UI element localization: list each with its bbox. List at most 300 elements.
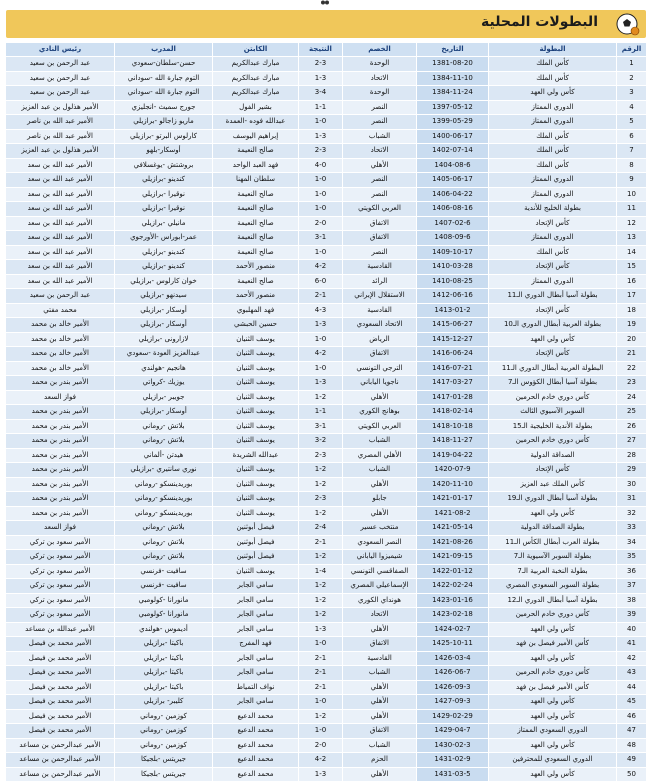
cell-score: 2-1 [299,651,343,666]
cell-championship: الدوري السعودي للمحترفين [489,753,617,768]
table-row [6,695,647,710]
cell-club-president: عبد الرحمن بن سعيد [6,86,115,101]
cell-number: 10 [617,187,647,202]
cell-opponent: الشباب [343,463,417,478]
cell-captain: محمد الدعيع [213,753,299,768]
table-row [6,724,647,739]
cell-coach: أوسكار-بلهو [115,144,213,159]
table-row [6,318,647,333]
cell-date: 1429-04-7 [417,724,489,739]
cell-number: 36 [617,564,647,579]
cell-score: 1-0 [299,187,343,202]
table-row [6,492,647,507]
cell-opponent: بوهانج الكوري [343,405,417,420]
cell-date: 1426-03-4 [417,651,489,666]
cell-coach: جيريتس -بلجيكا [115,767,213,782]
cell-opponent: الاستقلال الإيراني [343,289,417,304]
cell-championship: كأس ولي العهد [489,506,617,521]
table-row [6,71,647,86]
cell-championship: الصداقة الدولية [489,448,617,463]
cell-coach: سيدنهو -برازيلي [115,289,213,304]
table-row [6,347,647,362]
cell-coach: سافيت -فرنسي [115,564,213,579]
cell-captain: يوسف الثنيان [213,361,299,376]
cell-captain: منصور الأحمد [213,260,299,275]
cell-score: 2-3 [299,144,343,159]
cell-coach: بلاتش -روماني [115,550,213,565]
cell-opponent: الأهلي [343,767,417,782]
cell-coach: كندينو -برازيلي [115,173,213,188]
cell-captain: فيصل أبوثنين [213,535,299,550]
cell-date: 1423-02-18 [417,608,489,623]
cell-coach: بلاتش -روماني [115,535,213,550]
cell-date: 1412-06-16 [417,289,489,304]
cell-opponent: منتخب عسير [343,521,417,536]
cell-opponent: الشباب [343,666,417,681]
cell-opponent: الاتحاد السعودي [343,318,417,333]
cell-score: 1-2 [299,506,343,521]
cell-coach: جورج سميث -انجليزي [115,100,213,115]
cell-championship: كأس دوري خادم الحرمين [489,608,617,623]
cell-number: 28 [617,448,647,463]
cell-number: 35 [617,550,647,565]
cell-date: 1416-07-21 [417,361,489,376]
cell-score: 1-2 [299,608,343,623]
cell-club-president: الأمير عبد الله بن سعد [6,260,115,275]
cell-coach: حسن-سلطان-سعودي [115,57,213,72]
cell-coach: بلاتش -روماني [115,521,213,536]
cell-championship: بطولة آسيا أبطال الكؤوس الـ7 [489,376,617,391]
cell-date: 1404-08-6 [417,158,489,173]
table-row [6,216,647,231]
cell-club-president: الأمير عبدالرحمن بن مساعد [6,738,115,753]
cell-championship: كأس الإتحاد [489,347,617,362]
cell-score: 3-4 [299,86,343,101]
cell-number: 45 [617,695,647,710]
title-banner [6,10,646,38]
cell-coach: مانورانا -كولومبي [115,608,213,623]
cell-date: 1421-01-17 [417,492,489,507]
cell-championship: كأس الأمير فيصل بن فهد [489,680,617,695]
table-row [6,506,647,521]
cell-captain: محمد الدعيع [213,738,299,753]
cell-club-president: الأمير عبد الله بن سعد [6,202,115,217]
cell-coach: خوان كارلوس -برازيلي [115,274,213,289]
table-row [6,86,647,101]
cell-captain: عبدالله الشريدة [213,448,299,463]
cell-date: 1399-05-29 [417,115,489,130]
cell-opponent: العربي الكويتي [343,419,417,434]
cell-club-president: الأمير بندر بن محمد [6,506,115,521]
cell-captain: صالح النعيمة [213,245,299,260]
cell-number: 8 [617,158,647,173]
cell-club-president: الأمير محمد بن فيصل [6,651,115,666]
cell-coach: جيريتس -بلجيكا [115,753,213,768]
header-coach: المدرب [115,43,213,57]
table-row [6,579,647,594]
cell-score: 1-0 [299,173,343,188]
cell-coach: عبدالعزيز العودة -سعودي [115,347,213,362]
table-row [6,535,647,550]
cell-coach: لازارونى -برازيلي [115,332,213,347]
cell-championship: بطولة آسيا أبطال الدوري الـ19 [489,492,617,507]
cell-opponent: الأهلي [343,709,417,724]
table-row [6,187,647,202]
cell-opponent: الأهلي [343,158,417,173]
cell-date: 1424-02-7 [417,622,489,637]
cell-number: 41 [617,637,647,652]
cell-number: 27 [617,434,647,449]
cell-club-president: الأمير عبدالرحمن بن مساعد [6,753,115,768]
table-header-row [6,43,647,57]
cell-number: 40 [617,622,647,637]
cell-number: 39 [617,608,647,623]
cell-captain: بشير الفول [213,100,299,115]
page-title: البطولات المحلية [480,14,598,30]
cell-captain: محمد الدعيع [213,767,299,782]
cell-number: 50 [617,767,647,782]
cell-date: 1421-08-2 [417,506,489,521]
cell-score: 1-2 [299,593,343,608]
cell-coach: كارلوس البرتو -برازيلي [115,129,213,144]
cell-opponent: الاتفاق [343,231,417,246]
cell-date: 1425-10-11 [417,637,489,652]
header-score: النتيجة [299,43,343,57]
table-row [6,753,647,768]
cell-club-president: الأمير محمد بن فيصل [6,695,115,710]
cell-coach: بوريدينسكو -روماني [115,506,213,521]
table-row [6,144,647,159]
cell-coach: باكيتا -برازيلي [115,651,213,666]
cell-championship: بطولة السوبر السعودي المصري [489,579,617,594]
cell-club-president: الأمير عبد الله بن سعد [6,187,115,202]
cell-date: 1426-09-3 [417,680,489,695]
cell-coach: بروشتش -يوغسلافي [115,158,213,173]
cell-number: 15 [617,260,647,275]
cell-opponent: الاتفاق [343,637,417,652]
cell-number: 1 [617,57,647,72]
cell-opponent: الأهلي المصري [343,448,417,463]
cell-number: 4 [617,100,647,115]
cell-date: 1418-11-27 [417,434,489,449]
cell-championship: الدوري الممتاز [489,231,617,246]
cell-date: 1410-03-28 [417,260,489,275]
cell-captain: يوسف الثنيان [213,492,299,507]
cell-score: 1-3 [299,767,343,782]
table-row [6,289,647,304]
cell-number: 29 [617,463,647,478]
table-row [6,100,647,115]
cell-coach: باكيتا -برازيلي [115,680,213,695]
table-row [6,303,647,318]
cell-captain: يوسف الثنيان [213,405,299,420]
cell-coach: يوزيك -كرواتي [115,376,213,391]
table-row [6,390,647,405]
cell-club-president: الأمير سعود بن تركي [6,608,115,623]
cell-coach: مانورانا -كولومبي [115,593,213,608]
cell-captain: يوسف الثنيان [213,332,299,347]
cell-club-president: الأمير محمد بن فيصل [6,666,115,681]
cell-score: 1-2 [299,709,343,724]
cell-coach: كندينو -برازيلي [115,260,213,275]
cell-number: 47 [617,724,647,739]
cell-coach: سافيت -فرنسي [115,579,213,594]
table-row [6,680,647,695]
cell-number: 12 [617,216,647,231]
table-row [6,434,647,449]
cell-opponent: الحزم [343,753,417,768]
cell-club-president: الأمير عبد الله بن سعد [6,158,115,173]
cell-number: 18 [617,303,647,318]
cell-date: 1431-02-9 [417,753,489,768]
table-row [6,158,647,173]
cell-number: 34 [617,535,647,550]
cell-club-president: الأمير سعود بن تركي [6,564,115,579]
cell-championship: البطولة العربية أبطال الدوري الـ11 [489,361,617,376]
cell-captain: صالح النعيمة [213,187,299,202]
cell-opponent: الاتفاق [343,216,417,231]
cell-championship: الدوري الممتاز [489,187,617,202]
cell-championship: كأس الملك [489,57,617,72]
table-row [6,405,647,420]
cell-number: 19 [617,318,647,333]
cell-club-president: الأمير عبد الله بن ناصر [6,115,115,130]
cell-coach: التوم جبارة الله -سوداني [115,71,213,86]
table-row [6,738,647,753]
cell-date: 1409-10-17 [417,245,489,260]
top-dot-icon [320,0,330,5]
cell-date: 1410-08-25 [417,274,489,289]
cell-number: 3 [617,86,647,101]
cell-coach: أوسكار -برازيلي [115,405,213,420]
cell-club-president: الأمير بندر بن محمد [6,463,115,478]
cell-club-president: الأمير خالد بن محمد [6,332,115,347]
cell-date: 1405-06-17 [417,173,489,188]
table-row [6,448,647,463]
cell-score: 2-1 [299,680,343,695]
header-opponent: الخصم [343,43,417,57]
cell-number: 26 [617,419,647,434]
cell-captain: يوسف الثنيان [213,434,299,449]
cell-score: 2-3 [299,57,343,72]
football-trophy-icon [616,12,640,36]
cell-date: 1415-06-27 [417,318,489,333]
cell-captain: مبارك عبدالكريم [213,71,299,86]
table-row [6,231,647,246]
cell-captain: صالح النعيمة [213,144,299,159]
cell-captain: صالح النعيمة [213,274,299,289]
cell-coach: ماريو زاجالو -برازيلي [115,115,213,130]
table-row [6,593,647,608]
cell-score: 1-0 [299,724,343,739]
cell-score: 4-3 [299,303,343,318]
cell-opponent: الاتحاد [343,608,417,623]
table-row [6,622,647,637]
cell-date: 1421-05-14 [417,521,489,536]
cell-championship: السوبر الآسيوي الثالث [489,405,617,420]
table-row [6,245,647,260]
cell-club-president: الأمير عبد الله بن ناصر [6,129,115,144]
cell-championship: بطولة العربية أبطال الدوري الـ10 [489,318,617,333]
cell-opponent: الأهلي [343,477,417,492]
cell-number: 24 [617,390,647,405]
cell-captain: محمد الدعيع [213,724,299,739]
cell-captain: سامي الجابر [213,622,299,637]
cell-captain: يوسف الثنيان [213,347,299,362]
cell-number: 6 [617,129,647,144]
cell-score: 4-2 [299,753,343,768]
cell-opponent: النصر السعودي [343,535,417,550]
cell-date: 1429-02-29 [417,709,489,724]
cell-championship: الدوري السعودي الممتاز [489,724,617,739]
cell-date: 1421-09-15 [417,550,489,565]
cell-coach: بوريدينسكو -روماني [115,492,213,507]
cell-date: 1397-05-12 [417,100,489,115]
cell-score: 1-3 [299,71,343,86]
cell-championship: كأس الملك عبد العزيز [489,477,617,492]
cell-club-president: فواز السعد [6,521,115,536]
cell-opponent: القادسية [343,303,417,318]
table-row [6,274,647,289]
cell-coach: مانيلي -برازيلي [115,216,213,231]
cell-number: 20 [617,332,647,347]
cell-championship: كأس الملك [489,71,617,86]
cell-captain: فيصل أبوثنين [213,521,299,536]
cell-captain: منصور الأحمد [213,289,299,304]
cell-number: 9 [617,173,647,188]
table-row [6,463,647,478]
cell-captain: إبراهيم اليوسف [213,129,299,144]
cell-score: 4-2 [299,347,343,362]
cell-date: 1420-11-10 [417,477,489,492]
cell-club-president: الأمير بندر بن محمد [6,477,115,492]
cell-opponent: الشباب [343,738,417,753]
cell-score: 1-2 [299,477,343,492]
cell-number: 46 [617,709,647,724]
cell-score: 1-0 [299,115,343,130]
cell-club-president: الأمير محمد بن فيصل [6,680,115,695]
cell-date: 1418-02-14 [417,405,489,420]
cell-championship: كأس الإتحاد [489,463,617,478]
cell-opponent: الأهلي [343,390,417,405]
cell-number: 16 [617,274,647,289]
cell-date: 1400-06-17 [417,129,489,144]
cell-score: 1-3 [299,129,343,144]
cell-championship: بطولة النخبة العربية الـ7 [489,564,617,579]
cell-number: 48 [617,738,647,753]
cell-date: 1408-09-6 [417,231,489,246]
cell-score: 1-0 [299,637,343,652]
cell-number: 2 [617,71,647,86]
cell-date: 1402-07-14 [417,144,489,159]
cell-score: 3-1 [299,419,343,434]
cell-score: 6-0 [299,274,343,289]
table-row [6,767,647,782]
cell-number: 44 [617,680,647,695]
championships-table [5,42,647,782]
cell-opponent: الاتفاق [343,724,417,739]
cell-club-president: الأمير عبد الله بن سعد [6,173,115,188]
header-number: الرقم [617,43,647,57]
cell-captain: يوسف الثنيان [213,477,299,492]
cell-captain: سامي الجابر [213,666,299,681]
cell-opponent: الاتحاد [343,144,417,159]
cell-date: 1406-08-16 [417,202,489,217]
table-row [6,332,647,347]
table-row [6,550,647,565]
cell-coach: كوزمين -روماني [115,738,213,753]
cell-captain: فهد المفرج [213,637,299,652]
cell-coach: نوقيرا -برازيلي [115,187,213,202]
cell-number: 14 [617,245,647,260]
cell-championship: كأس الإتحاد [489,260,617,275]
cell-club-president: الأمير عبدالرحمن بن مساعد [6,767,115,782]
cell-date: 1423-01-16 [417,593,489,608]
cell-club-president: الأمير بندر بن محمد [6,376,115,391]
cell-opponent: النصر [343,115,417,130]
cell-captain: عبدالله فوده -العمدة [213,115,299,130]
cell-opponent: النصر [343,187,417,202]
cell-championship: كأس الملك [489,158,617,173]
cell-score: 1-3 [299,376,343,391]
cell-date: 1422-02-24 [417,579,489,594]
cell-number: 13 [617,231,647,246]
cell-number: 37 [617,579,647,594]
cell-captain: سامي الجابر [213,695,299,710]
cell-date: 1407-02-6 [417,216,489,231]
table-row [6,419,647,434]
cell-captain: صالح النعيمة [213,216,299,231]
cell-club-president: الأمير بندر بن محمد [6,419,115,434]
cell-club-president: الأمير عبد الله بن سعد [6,274,115,289]
cell-opponent: هونداي الكوري [343,593,417,608]
cell-coach: كوزمين -روماني [115,709,213,724]
cell-championship: كأس الإتحاد [489,303,617,318]
cell-championship: كأس ولي العهد [489,738,617,753]
table-row [6,477,647,492]
cell-opponent: جابلو [343,492,417,507]
table-row [6,115,647,130]
cell-championship: كأس الملك [489,129,617,144]
cell-score: 2-3 [299,448,343,463]
cell-date: 1420-07-9 [417,463,489,478]
cell-captain: مبارك عبدالكريم [213,57,299,72]
cell-number: 17 [617,289,647,304]
cell-score: 3-2 [299,434,343,449]
cell-club-president: الأمير هذلول بن عبد العزيز [6,100,115,115]
cell-score: 1-0 [299,245,343,260]
cell-club-president: عبد الرحمن بن سعيد [6,71,115,86]
cell-captain: سلطان المهنا [213,173,299,188]
cell-club-president: الأمير سعود بن تركي [6,579,115,594]
cell-captain: سامي الجابر [213,651,299,666]
cell-coach: نوقيرا -برازيلي [115,202,213,217]
cell-club-president: الأمير خالد بن محمد [6,347,115,362]
cell-captain: سامي الجابر [213,593,299,608]
cell-captain: يوسف الثنيان [213,564,299,579]
cell-date: 1384-11-24 [417,86,489,101]
cell-club-president: الأمير عبد الله بن سعد [6,216,115,231]
cell-score: 1-1 [299,100,343,115]
cell-score: 4-0 [299,158,343,173]
cell-date: 1381-08-20 [417,57,489,72]
cell-captain: فهد المهلبوي [213,303,299,318]
cell-coach: كندينو -برازيلي [115,245,213,260]
cell-score: 1-0 [299,202,343,217]
header-date: التاريخ [417,43,489,57]
cell-score: 2-0 [299,738,343,753]
cell-score: 1-2 [299,390,343,405]
